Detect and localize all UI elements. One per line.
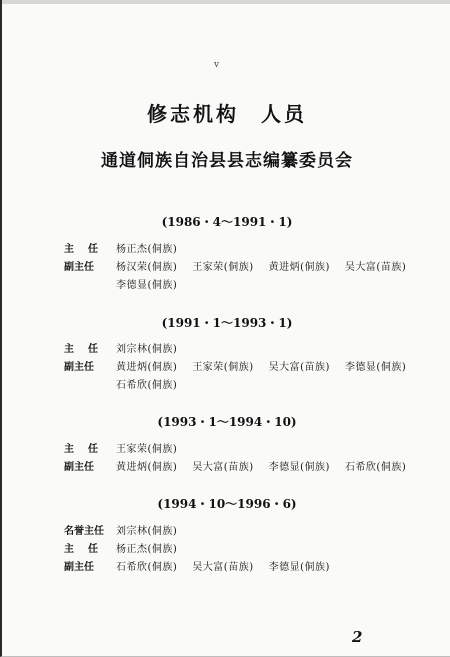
role-label: 副主任	[64, 362, 94, 373]
member-name: 石希欣(侗族)	[116, 562, 178, 573]
member-name: 刘宗林(侗族)	[116, 526, 178, 537]
member-row	[64, 358, 421, 373]
page-top-edge	[2, 0, 450, 4]
title-part-personnel: 人员	[261, 102, 307, 126]
member-name: 黄进炳(侗族)	[268, 262, 330, 273]
member-row	[64, 340, 192, 355]
member-name: 王家荣(侗族)	[116, 444, 178, 455]
member-name: 刘宗林(侗族)	[116, 344, 178, 355]
role-label: 主任	[64, 544, 112, 555]
role-label: 副主任	[64, 462, 94, 473]
member-name: 王家荣(侗族)	[192, 362, 254, 373]
title-part-organization: 修志机构	[147, 102, 239, 126]
member-name: 石希欣(侗族)	[344, 462, 407, 473]
print-mark: v	[214, 60, 220, 70]
term-period: (1994・10～1996・6)	[157, 497, 297, 511]
member-row-continued	[116, 376, 192, 391]
member-name: 李德显(侗族)	[344, 362, 407, 373]
member-row	[64, 540, 192, 555]
role-label: 副主任	[64, 262, 94, 273]
page-title	[2, 98, 450, 127]
role-label: 名誉主任	[64, 526, 104, 537]
member-name: 杨正杰(侗族)	[116, 244, 178, 255]
member-row	[64, 258, 421, 273]
member-row	[64, 458, 421, 473]
member-name: 杨正杰(侗族)	[116, 544, 178, 555]
member-name: 李德显(侗族)	[268, 462, 330, 473]
member-name: 黄进炳(侗族)	[116, 462, 178, 473]
member-name: 石希欣(侗族)	[116, 380, 178, 391]
member-name: 吴大富(苗族)	[192, 462, 254, 473]
role-label: 主任	[64, 444, 112, 455]
member-row	[64, 558, 345, 573]
member-row	[64, 240, 192, 255]
term-period: (1986・4～1991・1)	[161, 215, 293, 229]
member-row	[64, 440, 192, 455]
role-label: 主任	[64, 244, 112, 255]
role-label: 主任	[64, 344, 112, 355]
member-name: 黄进炳(侗族)	[116, 362, 178, 373]
member-row	[64, 522, 192, 537]
role-label: 副主任	[64, 562, 94, 573]
committee-name: 通道侗族自治县县志编纂委员会	[101, 151, 353, 171]
member-name: 吴大富(苗族)	[344, 262, 407, 273]
member-name: 李德显(侗族)	[268, 562, 330, 573]
member-name: 李德显(侗族)	[116, 280, 178, 291]
page-number: 2	[352, 628, 363, 646]
member-name: 王家荣(侗族)	[192, 262, 254, 273]
member-name: 杨汉荣(侗族)	[116, 262, 178, 273]
member-name: 吴大富(苗族)	[268, 362, 330, 373]
member-row-continued	[116, 276, 192, 291]
member-name: 吴大富(苗族)	[192, 562, 254, 573]
term-period: (1991・1～1993・1)	[161, 316, 293, 330]
term-period: (1993・1～1994・10)	[157, 415, 297, 429]
